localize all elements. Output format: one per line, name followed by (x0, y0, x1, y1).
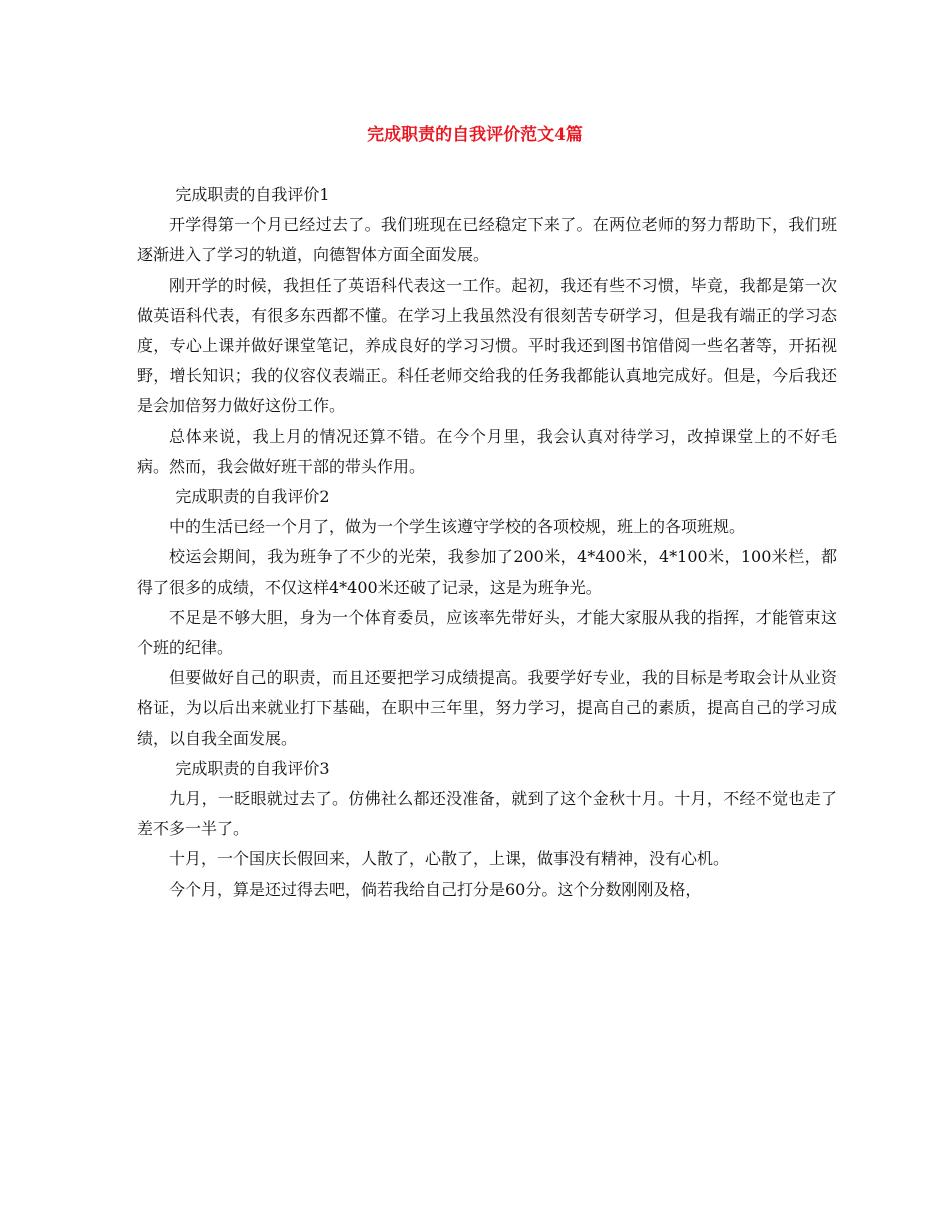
paragraph: 今个月，算是还过得去吧，倘若我给自己打分是60分。这个分数刚刚及格， (169, 879, 702, 899)
paragraph: 刚开学的时候，我担任了英语科代表这一工作。起初，我还有些不习惯，毕竟，我都是第一次做英语科代表，有很多东西都不懂。在学习上我虽然没有很刻苦专研学习，但是我有端正的学习态度，专心上课并做好课堂笔记，养成良好的学习习惯。平时我还到图书馆借阅一些名著等，开拓视野，增长知识；我的仪容仪表端正。科任老师交给我的任务我都能认真地完成好。但是，今后我还是会加倍努力做好这份工作。 (137, 275, 837, 416)
paragraph: 十月，一个国庆长假回来，人散了，心散了，上课，做事没有精神，没有心机。 (169, 849, 730, 869)
paragraph: 开学得第一个月已经过去了。我们班现在已经稳定下来了。在两位老师的努力帮助下，我们班逐渐进入了学习的轨道，向德智体方面全面发展。 (137, 215, 837, 265)
paragraph: 不足是不够大胆，身为一个体育委员，应该率先带好头，才能大家服从我的指挥，才能管束这个班的纪律。 (137, 607, 837, 658)
paragraph: 但要做好自己的职责，而且还要把学习成绩提高。我要学好专业，我的目标是考取会计从业资格证，为以后出来就业打下基础，在职中三年里，努力学习，提高自己的素质，提高自己的学习成绩，以自我全面发展。 (137, 668, 837, 748)
paragraph: 校运会期间，我为班争了不少的光荣，我参加了200米，4*400米，4*100米，100米栏，都得了很多的成绩，不仅这样4*400米还破了记录，这是为班争光。 (137, 547, 837, 597)
section-heading: 完成职责的自我评价2 (175, 487, 330, 507)
section-heading: 完成职责的自我评价1 (175, 185, 330, 204)
paragraph: 中的生活已经一个月了，做为一个学生该遵守学校的各项校规，班上的各项班规。 (169, 517, 746, 537)
paragraph: 九月，一眨眼就过去了。仿佛社么都还没准备，就到了这个金秋十月。十月，不经不觉也走了差不多一半了。 (137, 789, 837, 839)
document-body (137, 180, 837, 905)
document-title: 完成职责的自我评价范文4篇 (367, 125, 583, 145)
section-heading: 完成职责的自我评价3 (175, 758, 330, 778)
paragraph: 总体来说，我上月的情况还算不错。在今个月里，我会认真对待学习，改掉课堂上的不好毛病。然而，我会做好班干部的带头作用。 (137, 426, 837, 476)
